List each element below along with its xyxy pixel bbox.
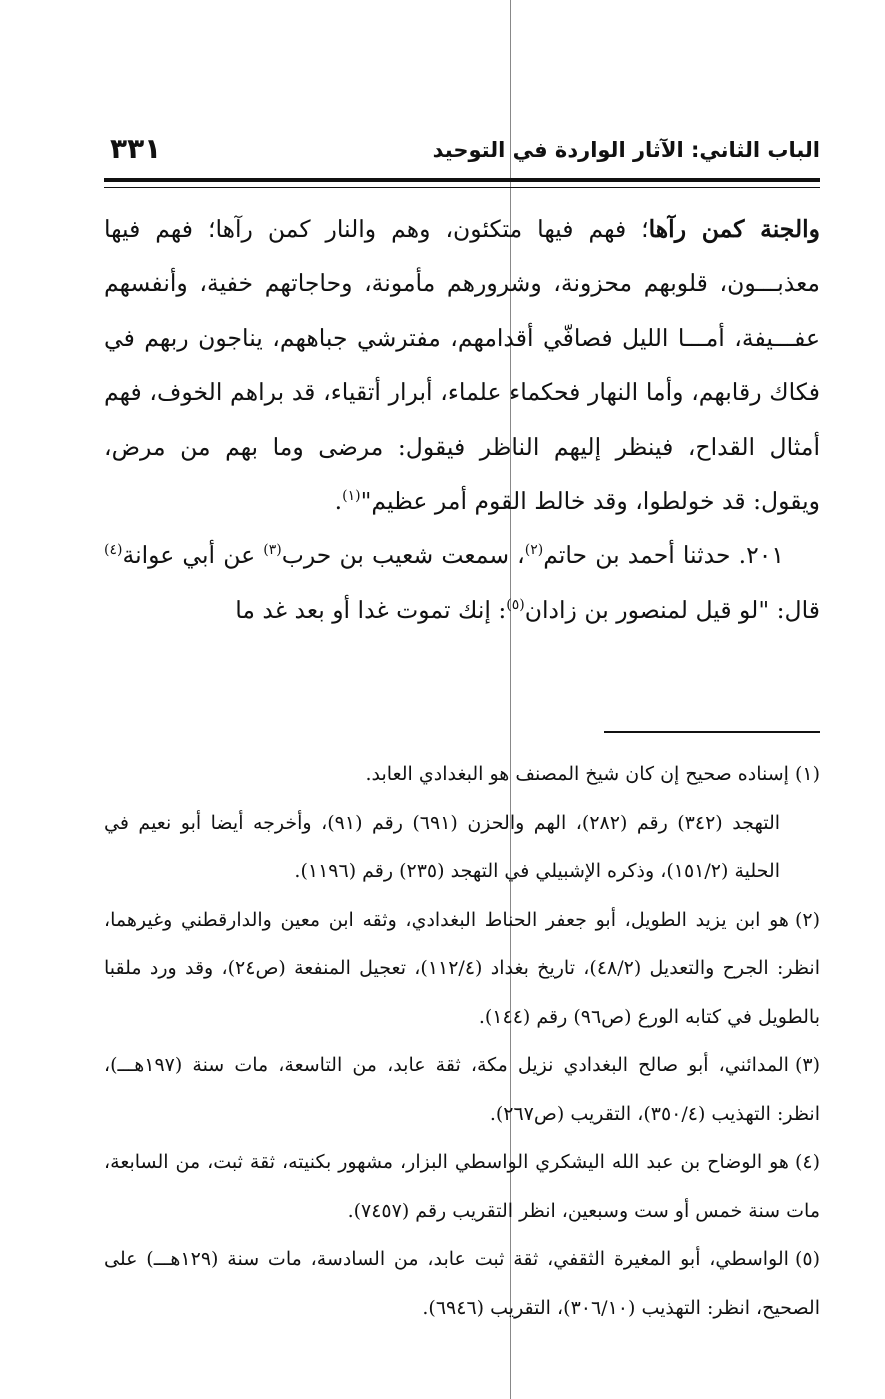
footnote-text: المدائني، أبو صالح البغدادي نزيل مكة، ثقة عابد، من التاسعة، مات سنة (١٩٧هـــ)، انظر: التهذيب (٣٥٠/٤)، التقريب (ص٢٦٧). (104, 1054, 820, 1125)
footnote-ref-1: (١) (342, 488, 361, 505)
footnote-4 (104, 1138, 820, 1235)
paragraph-quote-text: ؛ فهم فيها متكئون، وهم والنار كمن رآها؛ فهم فيها معذبـــون، قلوبهم محزونة، وشرورهم مأمونة، وحاجاتهم خفية، وأنفسهم عفـــيفة، أمـــا الليل فصافّي أقدامهم، مفترشي جباههم، يناجون ربهم في فكاك رقابهم، وأما النهار فحكماء علماء، أبرار أتقياء، قد براهم الخوف، فهم أمثال القداح، فينظر إليهم الناظر فيقول: مرضى وما بهم من مرض، ويقول: قد خولطوا، وقد خالط القوم أمر عظيم" (104, 215, 820, 516)
footnote-text: التهجد (٣٤٢) رقم (٢٨٢)، الهم والحزن (٦٩١) رقم (٩١)، وأخرجه أيضا أبو نعيم في الحلية (١٥١/٢)، وذكره الإشبيلي في التهجد (٢٣٥) رقم (١١٩٦). (104, 811, 781, 882)
paragraph-201-part-a: ٢٠١. حدثنا أحمد بن حاتم (543, 541, 784, 570)
footnote-number: (٢) (794, 908, 820, 931)
footnote-ref-5: (٥) (506, 597, 525, 614)
paragraph-201-part-b: ، سمعت شعيب بن حرب (281, 541, 525, 570)
footnotes (104, 750, 820, 1332)
footnote-5 (104, 1235, 820, 1332)
page-header (104, 132, 820, 176)
running-title: الباب الثاني: الآثار الواردة في التوحيد (432, 138, 820, 162)
paragraph-201-part-d: قال: "لو قيل لمنصور بن زادان (524, 595, 820, 624)
paragraph-201-part-e: : إنك تموت غدا أو بعد غد ما (235, 595, 507, 624)
paragraph-201 (104, 528, 820, 637)
footnote-ref-2: (٢) (524, 542, 544, 559)
paragraph-201-part-c: عن أبي عوانة (122, 541, 264, 570)
footnote-text: الواسطي، أبو المغيرة الثقفي، ثقة ثبت عابد، من السادسة، مات سنة (١٢٩هـــ) على الصحيح، انظر: التهذيب (٣٠٦/١٠)، التقريب (٦٩٤٦). (104, 1248, 820, 1319)
page-number: ٣٣١ (110, 132, 162, 165)
footnote-number: (٣) (794, 1054, 820, 1076)
footnote-separator (604, 731, 820, 733)
footnote-ref-4: (٤) (104, 542, 123, 559)
paragraph-quote-end: . (334, 487, 343, 516)
bold-phrase: والجنة كمن رآها (648, 215, 820, 243)
paragraph-quote (104, 202, 820, 528)
footnote-text: هو الوضاح بن عبد الله اليشكري الواسطي البزار، مشهور بكنيته، ثقة ثبت، من السابعة، مات سنة خمس أو ست وسبعين، انظر التقريب رقم (٧٤٥٧). (104, 1151, 820, 1222)
footnote-text: هو ابن يزيد الطويل، أبو جعفر الحناط البغدادي، وثقه ابن معين والدارقطني وغيرهما، انظر: الجرح والتعديل (٤٨/٢)، تاريخ بغداد (١١٢/٤)، تعجيل المنفعة (ص٢٤)، وقد ورد ملقبا بالطويل في كتابه الورع (ص٩٦) رقم (١٤٤). (104, 908, 820, 1028)
footnote-3 (104, 1041, 820, 1138)
footnote-1-continuation (104, 799, 820, 896)
header-rule-thin (104, 187, 820, 188)
footnote-ref-3: (٣) (263, 542, 282, 559)
footnote-number: (١) (794, 763, 820, 785)
footnote-2 (104, 896, 820, 1042)
footnote-1 (104, 750, 820, 799)
header-rule-thick (104, 178, 820, 182)
footnote-number: (٤) (794, 1151, 820, 1173)
footnote-number: (٥) (794, 1248, 821, 1270)
footnote-text: إسناده صحيح إن كان شيخ المصنف هو البغدادي العابد. (365, 763, 789, 785)
main-text (104, 202, 820, 637)
